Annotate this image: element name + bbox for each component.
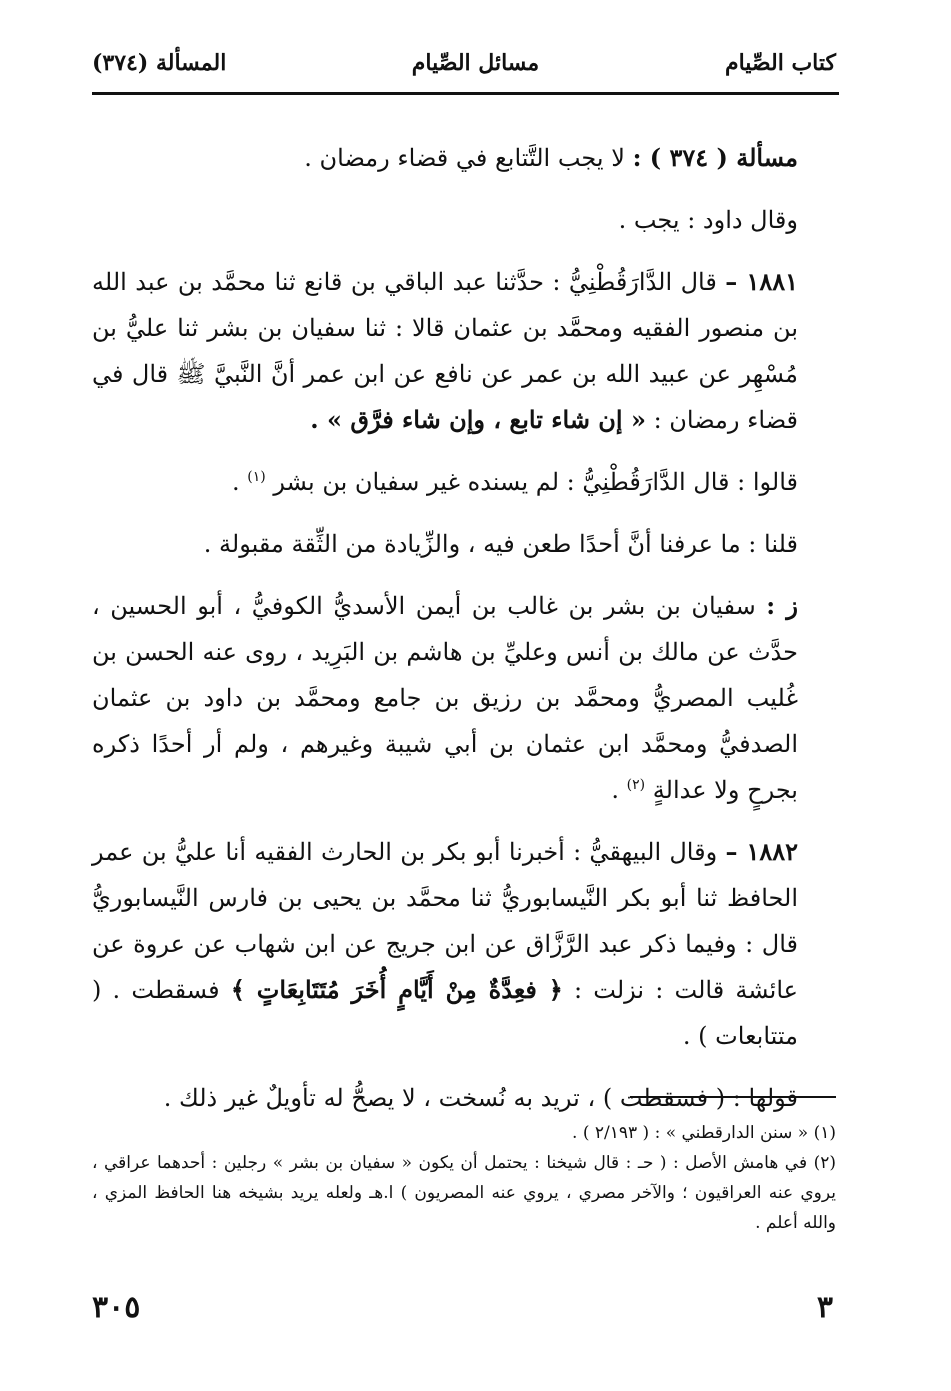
qalu-end: . [231, 468, 240, 496]
footnote-ref-2: (٢) [626, 777, 646, 793]
zay-label: ز : [766, 591, 798, 620]
hadith-1881 [92, 259, 836, 443]
zay-text: سفيان بن بشر بن غالب بن أيمن الأسديُّ الكوفيُّ ، أبو الحسين ، حدَّث عن مالك بن أنس وعليِّ بن هاشم بن البَرِيد ، روى عنه الحسن بن غُليب المصريُّ ومحمَّد بن رزيق بن جامع ومحمَّد بن داود بن عثمان الصدفيُّ ومحمَّد ابن عثمان بن أبي شيبة وغيرهم ، ولم أر أحدًا ذكره بجرحٍ ولا عدالةٍ [92, 592, 798, 804]
page-number: ٣٠٥ [92, 1290, 141, 1325]
footnotes [92, 1118, 836, 1238]
qawluha-paragraph: قولها : ( فسقطت ) ، تريد به نُسخت ، لا يصحُّ له تأويلٌ غير ذلك . [163, 1084, 798, 1112]
header-rule [92, 92, 839, 95]
qalu-text: قالوا : قال الدَّارَقُطْنِيُّ : لم يسنده غير سفيان بن بشر [273, 468, 798, 496]
footnote-text: « سنن الدارقطني » : ( ٢/١٩٣ ) . [572, 1123, 809, 1143]
hadith-quote: « إن شاء تابع ، وإن شاء فرَّق » . [310, 405, 646, 434]
footnote-rule [630, 1096, 836, 1098]
qulna-paragraph: قلنا : ما عرفنا أنَّ أحدًا طعن فيه ، والزِّيادة من الثِّقة مقبولة . [203, 530, 798, 558]
hadith-1882 [92, 829, 836, 1059]
hadith-number: ١٨٨٢ – [725, 837, 799, 866]
zay-paragraph [92, 583, 836, 813]
zay-end: . [611, 776, 620, 804]
footnote-text: في هامش الأصل : ( حـ : قال شيخنا : يحتمل أن يكون « سفيان بن بشر » رجلين : أحدهما عراقي ، يروي عنه العراقيون ؛ والآخر مصري ، يروي عنه المصريون ) ا.هـ ولعله يريد بشيخه هنا الحافظ المزي ، والله أعلم . [92, 1153, 836, 1233]
running-head-section-title: مسائل الصِّيام [411, 50, 540, 76]
running-head-issue-ref: المسألة (٣٧٤) [92, 50, 227, 76]
dawud-opinion: وقال داود : يجب . [618, 206, 798, 234]
quran-quote: ﴿ فعِدَّةٌ مِنْ أَيَّامٍ أُخَرَ مُتَتَابِعَاتٍ ﴾ [230, 975, 563, 1004]
footnote-ref-1: (١) [247, 469, 266, 485]
footnote-marker: (٢) [813, 1153, 837, 1173]
hadith-end: فسقطت . ( متتابعات ) . [92, 976, 798, 1050]
footnote-2 [92, 1148, 836, 1238]
issue-heading [92, 135, 836, 181]
qalu-paragraph [92, 459, 836, 505]
running-head-book-title: كتاب الصِّيام [724, 50, 836, 76]
hadith-text: وقال البيهقيُّ : أخبرنا أبو بكر بن الحارث الفقيه أنا عليُّ بن عمر الحافظ ثنا أبو بكر النَّيسابوريُّ ثنا محمَّد بن يحيى بن فارس النَّيسابوريُّ قال : وفيما ذكر عبد الرَّزَّاق عن ابن جريج عن ابن شهاب عن عروة عن عائشة قالت : نزلت : [92, 838, 799, 1004]
footnote-1 [92, 1118, 836, 1148]
issue-label: مسألة ( ٣٧٤ ) : [632, 143, 798, 172]
footnote-marker: (١) [813, 1123, 836, 1143]
hadith-text: قال الدَّارَقُطْنِيُّ : حدَّثنا عبد الباقي بن قانع ثنا محمَّد بن عبد الله بن منصور الفقيه ومحمَّد بن عثمان قالا : ثنا سفيان بن بشر ثنا عليُّ بن مُسْهِر عن عبيد الله بن عمر عن نافع عن ابن عمر أنَّ النَّبيَّ ﷺ قال في قضاء رمضان : [92, 268, 798, 434]
main-text [92, 135, 836, 1137]
hadith-number: ١٨٨١ – [725, 267, 798, 296]
volume-number: ٣ [816, 1290, 833, 1325]
issue-text: لا يجب التَّتابع في قضاء رمضان . [304, 144, 625, 172]
